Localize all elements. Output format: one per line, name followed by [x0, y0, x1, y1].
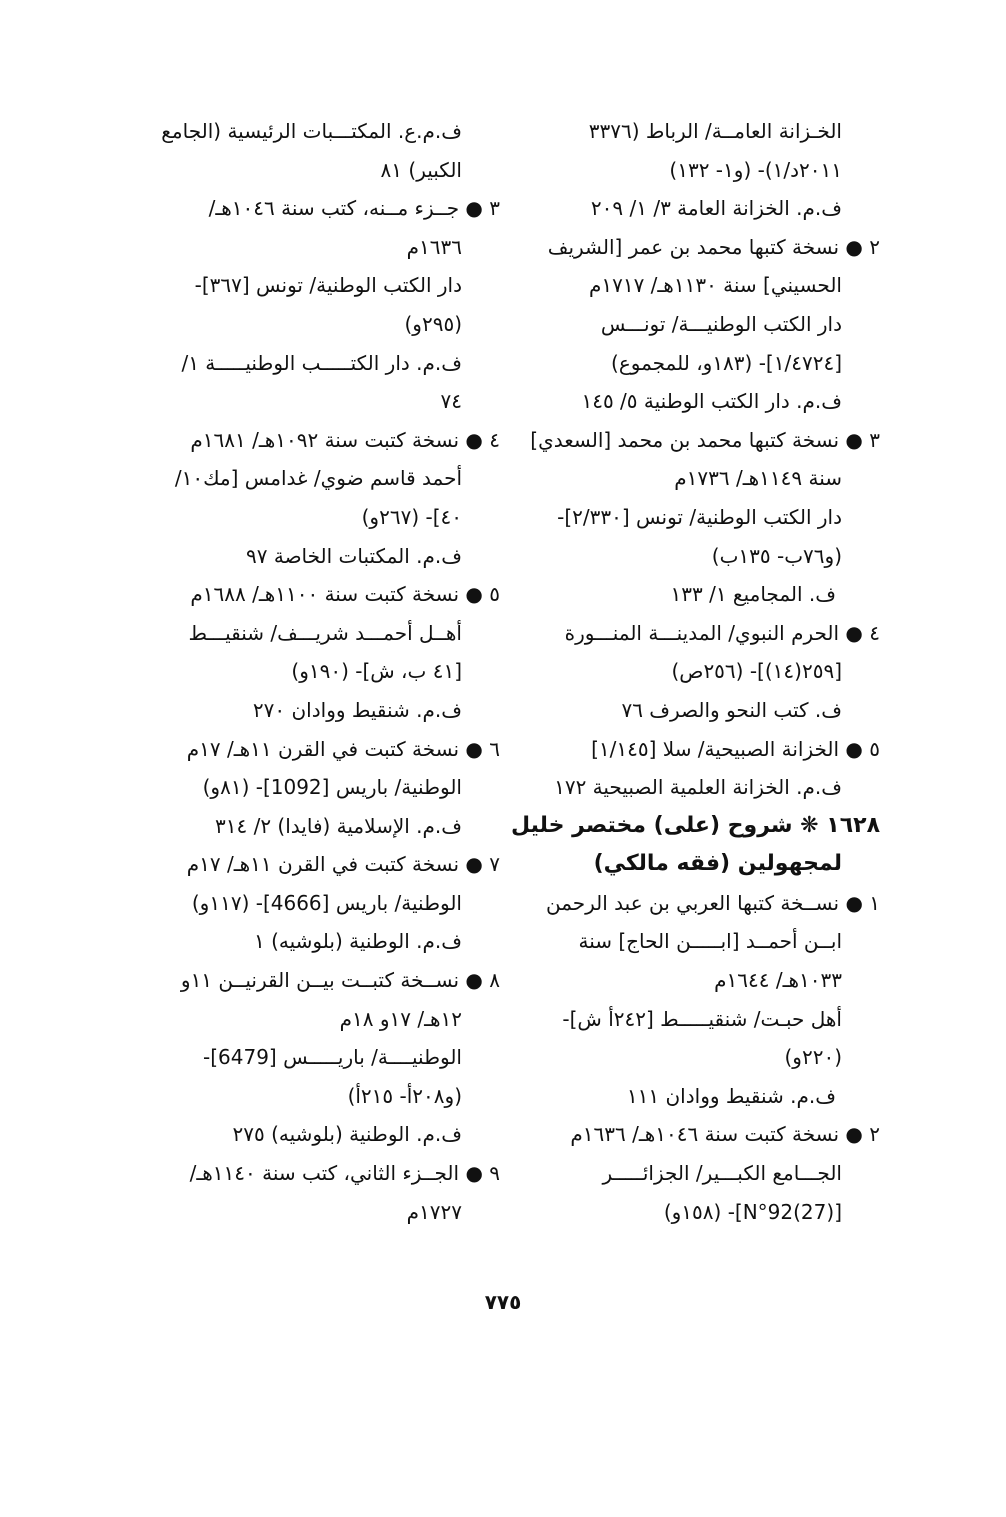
right-column-line: ف.م. شنقيط ووادان ١١١: [626, 1083, 836, 1108]
left-column-line: ف.م. الوطنية (بلوشيه) ١: [254, 929, 462, 954]
left-column-line: (و٢٠٨أ- ٢١٥أ): [347, 1083, 462, 1108]
right-column-line: أهل حبـت/ شنقيـــــط [٢٤٢أ ش]-: [562, 1006, 842, 1031]
right-column-line: ف.م. الخزانة العامة ٣/ ١/ ٢٠٩: [590, 196, 842, 221]
right-column-line: ٣ ● نسخة كتبها محمد بن محمد [السعدي]: [530, 427, 880, 452]
right-column-line: ٢٠١١د/١)- (و١- ١٣٢): [669, 157, 842, 182]
right-column-line: الخـزانة العامــة/ الرباط (٣٣٧٦: [588, 119, 842, 143]
right-column-line: ٥ ● الخزانة الصبيحية/ سلا [١/١٤٥]: [591, 736, 880, 761]
left-column-line: أهــل أحمـــد شريـــف/ شنقيـــط: [188, 620, 462, 645]
right-column-line: ف.م. دار الكتب الوطنية ٥/ ١٤٥: [581, 389, 842, 414]
right-column-line: [N°92(27)]- (١٥٨و): [663, 1199, 842, 1224]
left-column-line: [٤١ ب، ش]- (١٩٠و): [291, 659, 462, 684]
left-column-line: أحمد قاسم ضوي/ غدامس [مك١٠/: [174, 466, 462, 491]
right-column-line: سنة ١١٤٩هـ/ ١٧٣٦م: [674, 466, 842, 491]
left-column-line: ٧٤: [440, 389, 462, 414]
right-column-line: ١ ● نســخة كتبها العربي بن عبد الرحمن: [545, 890, 880, 915]
right-column-line: ف.م. الخزانة العلمية الصبيحية ١٧٢: [554, 775, 842, 800]
right-column-line: ابــن أحمــد [ابـــــن الحاج] سنة: [578, 929, 842, 954]
left-column-line: ٦ ● نسخة كتبت في القرن ١١هـ/ ١٧م: [186, 736, 500, 761]
left-column-line: ١٢هـ/ ١٧و ١٨م: [339, 1006, 462, 1031]
right-column-line: دار الكتب الوطنيـــة/ تونـــس: [600, 311, 842, 336]
left-column-line: الوطنية/ باريس [1092]- (٨١و): [202, 775, 462, 800]
left-column-line: ٩ ● الجــزء الثاني، كتب سنة ١١٤٠هـ/: [189, 1161, 500, 1186]
left-column-line: ف.م. الوطنية (بلوشيه) ٢٧٥: [232, 1122, 462, 1147]
left-column-line: ١٧٢٧م: [406, 1199, 462, 1224]
right-column-line: ١٠٣٣هـ/ ١٦٤٤م: [714, 968, 842, 993]
left-column-line: الوطنية/ باريس [4666]- (١١٧و): [191, 890, 462, 915]
left-column-line: ٧ ● نسخة كتبت في القرن ١١هـ/ ١٧م: [186, 852, 500, 877]
right-column-line: ف. كتب النحو والصرف ٧٦: [621, 697, 842, 722]
right-column-line: الجـــامع الكبـــير/ الجزائـــــر: [602, 1161, 842, 1186]
right-column-line: ١٦٢٨ ❋ شروح (على) مختصر خليل: [511, 812, 880, 838]
right-column-line: [١/٤٧٢٤]- (١٨٣و، للمجموع): [611, 350, 842, 375]
left-column-line: ٨ ● نســخة كتبــت بيــن القرنيــن ١١و: [180, 968, 500, 993]
right-column-line: [٢٥٩(١٤)]- (٢٥٦ص): [671, 659, 842, 684]
left-column-line: الوطنيــــة/ باريـــــس [6479]-: [202, 1045, 462, 1070]
left-column-line: ١٦٣٦م: [406, 234, 462, 259]
right-column-line: الحسيني] سنة ١١٣٠هـ/ ١٧١٧م: [588, 273, 842, 298]
right-column-line: ف. المجاميع ١/ ١٣٣: [670, 582, 836, 607]
left-column: [140, 112, 500, 1231]
left-column-line: ٣ ● جــزء مــنه، كتب سنة ١٠٤٦هـ/: [208, 196, 500, 221]
left-column-line: ف.م. الإسلامية (فايدا) ٢/ ٣١٤: [214, 813, 462, 838]
left-column-line: الكبير) ٨١: [380, 157, 462, 182]
left-column-line: ٤ ● نسخة كتبت سنة ١٠٩٢هـ/ ١٦٨١م: [190, 427, 500, 452]
right-column-line: ٢ ● نسخة كتبها محمد بن عمر [الشريف: [547, 234, 880, 259]
left-column-line: ٥ ● نسخة كتبت سنة ١١٠٠هـ/ ١٦٨٨م: [190, 582, 500, 607]
left-column-line: ف.م.ع. المكتـــبات الرئيسية (الجامع: [161, 119, 462, 143]
right-column-line: ٢ ● نسخة كتبت سنة ١٠٤٦هـ/ ١٦٣٦م: [570, 1122, 880, 1147]
left-column-line: ف.م. شنقيط ووادان ٢٧٠: [252, 697, 462, 722]
right-column: [511, 112, 880, 1231]
right-column-line: ٤ ● الحرم النبوي/ المدينـــة المنـــورة: [564, 620, 880, 645]
left-column-line: دار الكتب الوطنية/ تونس [٣٦٧]-: [194, 273, 462, 298]
right-column-line: (٢٢٠و): [784, 1045, 842, 1070]
right-column-line: لمجهولين (فقه مالكي): [593, 851, 842, 877]
left-column-line: (٢٩٥و): [404, 311, 462, 336]
right-column-line: دار الكتب الوطنية/ تونس [٢/٣٣٠]-: [557, 504, 842, 529]
page-number: ٧٧٥: [484, 1290, 522, 1314]
right-column-line: (و٧٦ب- ١٣٥ب): [711, 543, 842, 568]
left-column-line: ف.م. دار الكتـــــب الوطنيـــــة ١/: [181, 350, 462, 375]
left-column-line: ٤٠]- (٢٦٧و): [361, 504, 462, 529]
left-column-line: ف.م. المكتبات الخاصة ٩٧: [246, 543, 462, 568]
